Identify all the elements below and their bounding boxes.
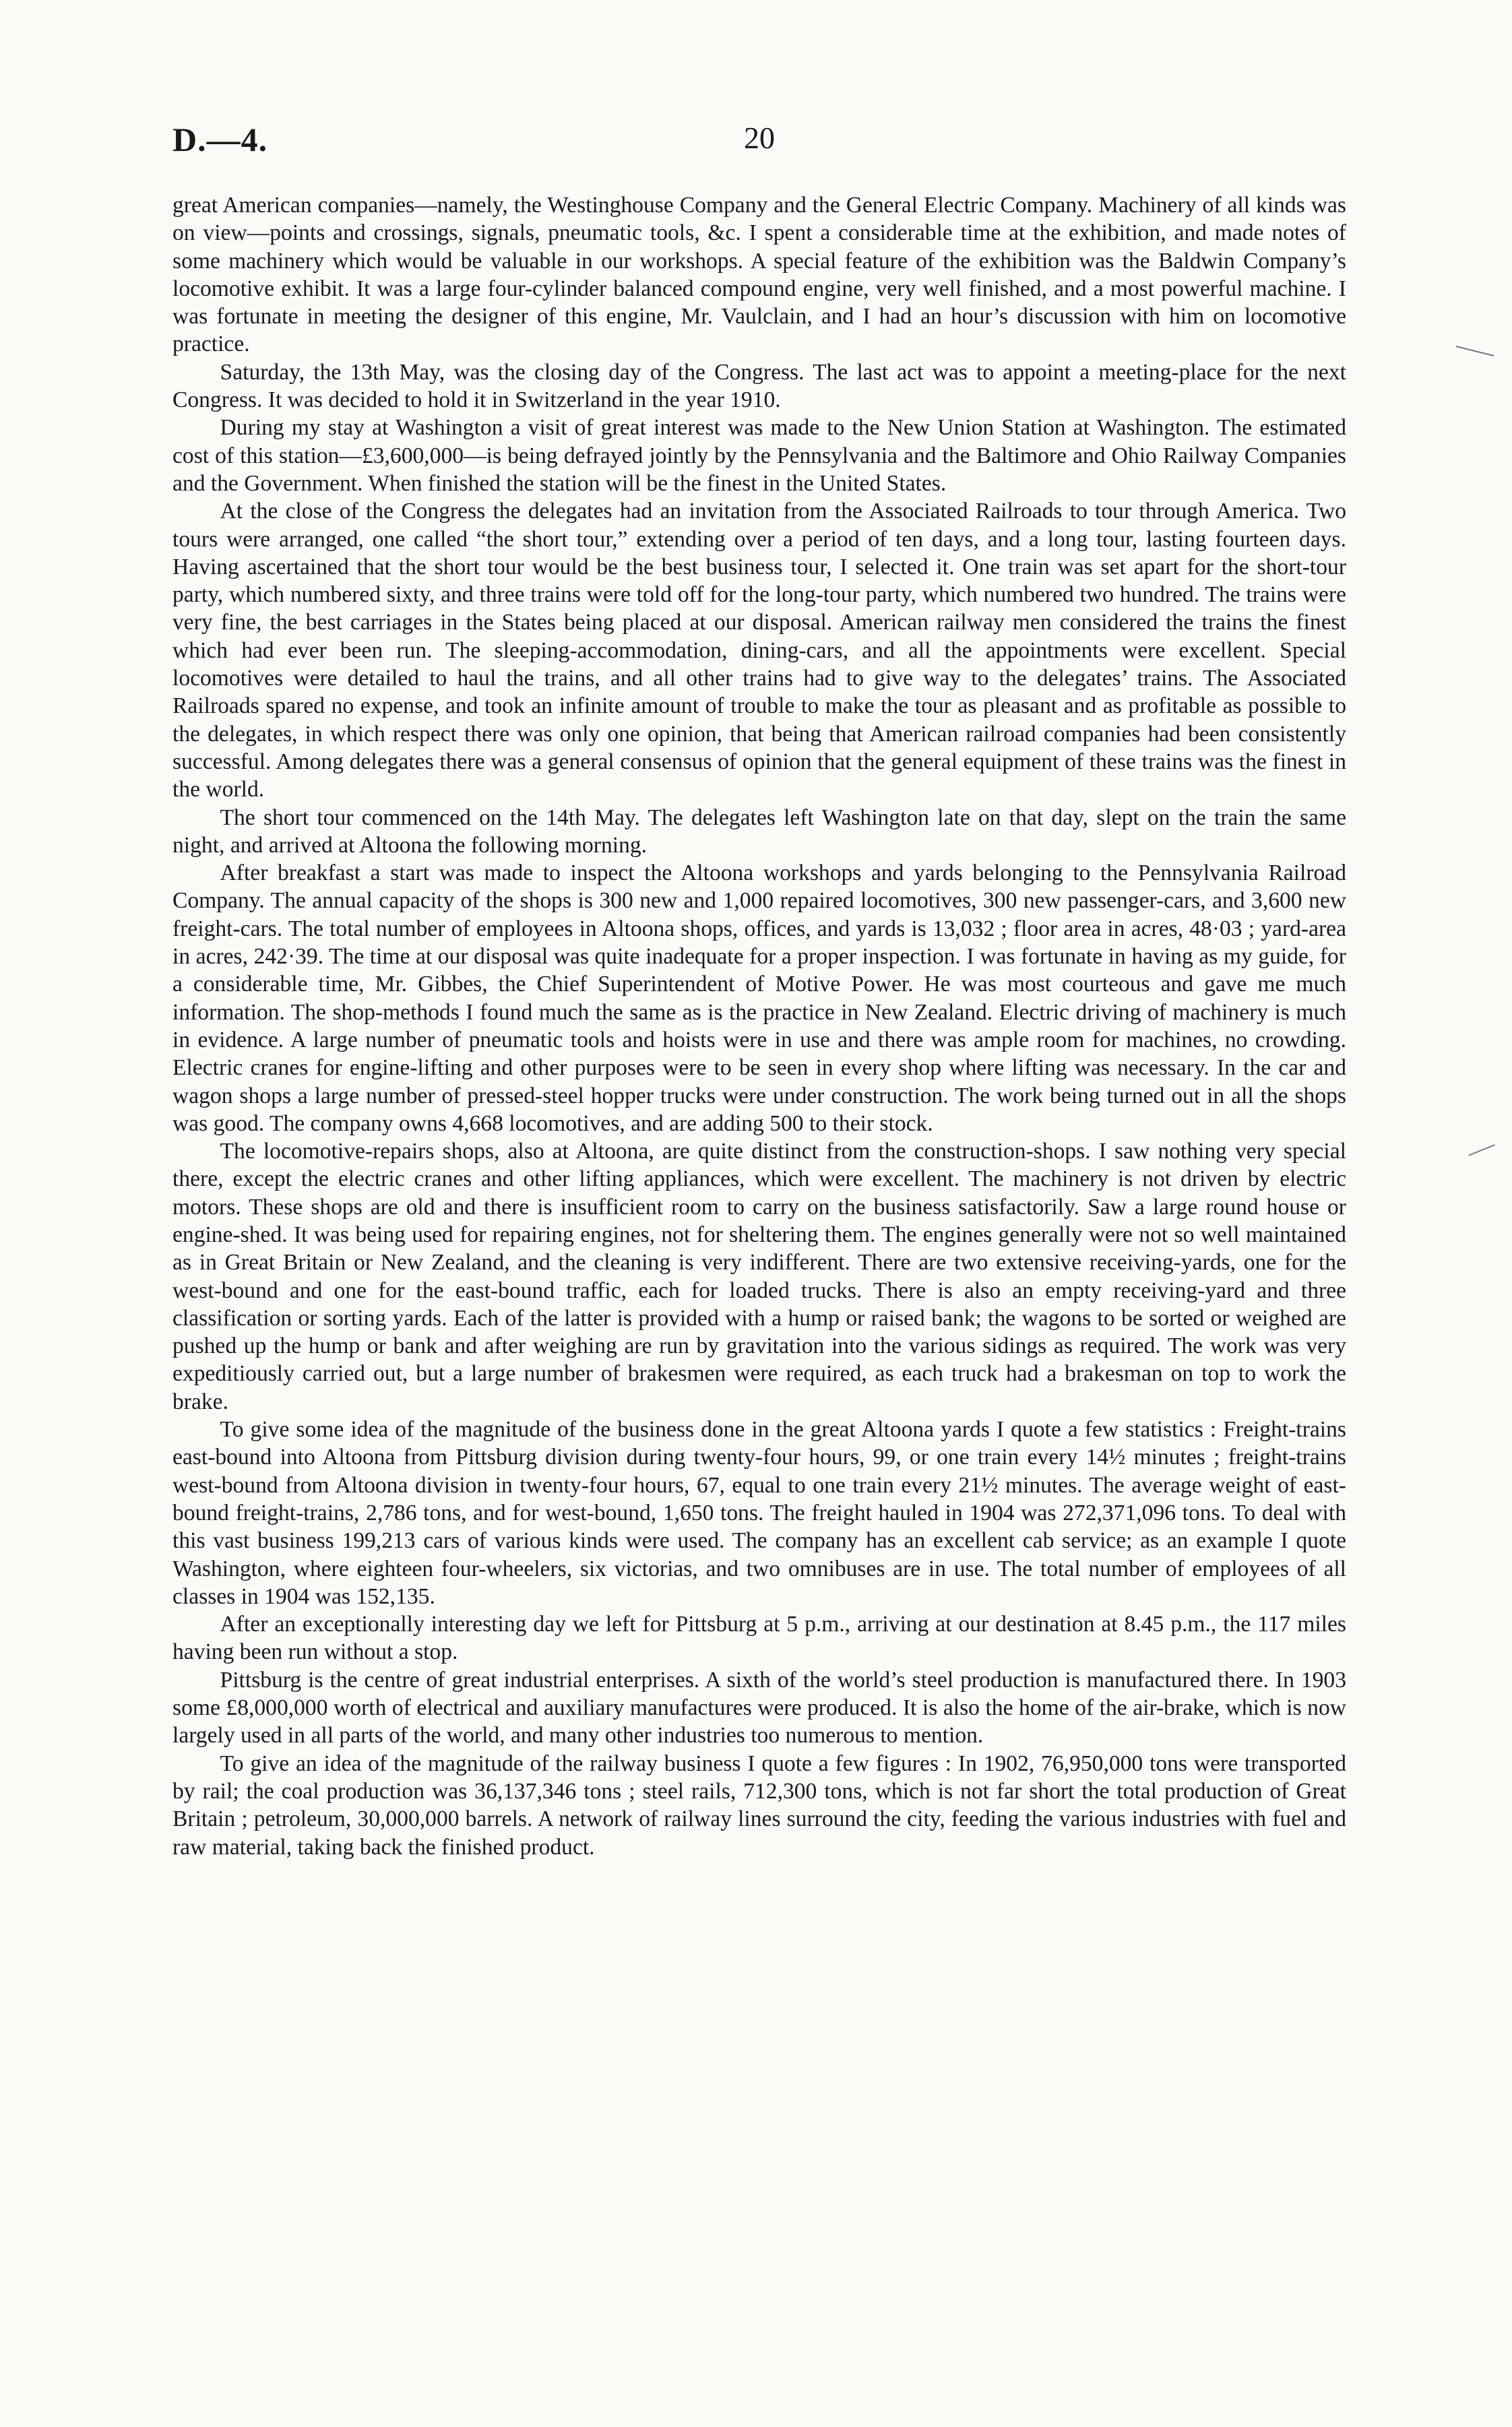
margin-pencil-mark (1456, 346, 1494, 356)
paragraph: Saturday, the 13th May, was the closing day of the Congress. The last act was to appoint a meeting-place for the next Congress. It was decided to hold it in Switzerland in the year 1910. (172, 359, 1346, 413)
page-header (172, 120, 1346, 167)
page-number: 20 (744, 121, 775, 155)
paragraph: After an exceptionally interesting day we left for Pittsburg at 5 p.m., arriving at our destination at 8.45 p.m., the 117 miles having been run without a stop. (172, 1612, 1346, 1665)
margin-pencil-mark (1468, 1144, 1495, 1156)
paragraph: During my stay at Washington a visit of great interest was made to the New Union Station at Washington. The estimated cost of this station—£3,600,000—is being defrayed jointly by the Pennsylvania and the Baltimore and Ohio Railway Companies and the Government. When finished the station will be the finest in the United States. (172, 415, 1346, 496)
document-reference: D.—4. (172, 121, 268, 158)
body-text (172, 191, 1346, 1861)
paragraph: Pittsburg is the centre of great industrial enterprises. A sixth of the world’s steel production is manufactured there. In 1903 some £8,000,000 worth of electrical and auxiliary manufactures were produced. It is also the home of the air-brake, which is now largely used in all parts of the world, and many other industries too numerous to mention. (172, 1667, 1346, 1748)
paragraph: The short tour commenced on the 14th May. The delegates left Washington late on that day, slept on the train the same night, and arrived at Altoona the following morning. (172, 805, 1346, 858)
paragraph: To give an idea of the magnitude of the railway business I quote a few figures : In 1902, 76,950,000 tons were transported by rail; the coal production was 36,137,346 tons ; steel rails, 712,300 tons, which is not far short the total production of Great Britain ; petroleum, 30,000,000 barrels. A network of railway lines surround the city, feeding the various industries with fuel and raw material, taking back the finished product. (172, 1751, 1346, 1860)
paragraph: After breakfast a start was made to inspect the Altoona workshops and yards belonging to the Pennsylvania Railroad Company. The annual capacity of the shops is 300 new and 1,000 repaired locomotives, 300 new passenger-cars, and 3,600 new freight-cars. The total number of employees in Altoona shops, offices, and yards is 13,032 ; floor area in acres, 48·03 ; yard-area in acres, 242·39. The time at our disposal was quite inadequate for a proper inspection. I was fortunate in having as my guide, for a considerable time, Mr. Gibbes, the Chief Superintendent of Motive Power. He was most courteous and gave me much information. The shop-methods I found much the same as is the practice in New Zealand. Electric driving of machinery is much in evidence. A large number of pneumatic tools and hoists were in use and there was ample room for machines, no crowding. Electric cranes for engine-lifting and other purposes were to be seen in every shop where lifting was necessary. In the car and wagon shops a large number of pressed-steel hopper trucks were under construction. The work being turned out in all the shops was good. The company owns 4,668 locomotives, and are adding 500 to their stock. (172, 860, 1346, 1136)
paragraph: To give some idea of the magnitude of the business done in the great Altoona yards I quote a few statistics : Freight-trains east-bound into Altoona from Pittsburg division during twenty-four hours, 99, or one train every 14½ minutes ; freight-trains west-bound from Altoona division in twenty-four hours, 67, equal to one train every 21½ minutes. The average weight of east-bound freight-trains, 2,786 tons, and for west-bound, 1,650 tons. The freight hauled in 1904 was 272,371,096 tons. To deal with this vast business 199,213 cars of various kinds were used. The company has an excellent cab service; as an example I quote Washington, where eighteen four-wheelers, six victorias, and two omnibuses are in use. The total number of employees of all classes in 1904 was 152,135. (172, 1417, 1346, 1609)
paragraph: The locomotive-repairs shops, also at Altoona, are quite distinct from the construction-shops. I saw nothing very special there, except the electric cranes and other lifting appliances, which were excellent. The machinery is not driven by electric motors. These shops are old and there is insufficient room to carry on the business satisfactorily. Saw a large round house or engine-shed. It was being used for repairing engines, not for sheltering them. The engines generally were not so well maintained as in Great Britain or New Zealand, and the cleaning is very indifferent. There are two extensive receiving-yards, one for the west-bound and one for the east-bound traffic, each for loaded trucks. There is also an empty receiving-yard and three classification or sorting yards. Each of the latter is provided with a hump or raised bank; the wagons to be sorted or weighed are pushed up the hump or bank and after weighing are run by gravitation into the various sidings as required. The work was very expeditiously carried out, but a large number of brakesmen were required, as each truck had a brakesman on top to work the brake. (172, 1139, 1346, 1414)
paragraph: At the close of the Congress the delegates had an invitation from the Associated Railroads to tour through America. Two tours were arranged, one called “the short tour,” extending over a period of ten days, and a long tour, lasting fourteen days. Having ascertained that the short tour would be the best business tour, I selected it. One train was set apart for the short-tour party, which numbered sixty, and three trains were told off for the long-tour party, which numbered two hundred. The trains were very fine, the best carriages in the States being placed at our disposal. American railway men considered the trains the finest which had ever been run. The sleeping-accommodation, dining-cars, and all the appointments were excellent. Special locomotives were detailed to haul the trains, and all other trains had to give way to the delegates’ trains. The Associated Railroads spared no expense, and took an infinite amount of trouble to make the tour as pleasant and as profitable as possible to the delegates, in which respect there was only one opinion, that being that American railroad companies had been consistently successful. Among delegates there was a general consensus of opinion that the general equipment of these trains was the finest in the world. (172, 499, 1346, 802)
paragraph: great American companies—namely, the Westinghouse Company and the General Electric Company. Machinery of all kinds was on view—points and crossings, signals, pneumatic tools, &c. I spent a considerable time at the exhibition, and made notes of some machinery which would be valuable in our workshops. A special feature of the exhibition was the Baldwin Company’s locomotive exhibit. It was a large four-cylinder balanced compound engine, very well finished, and a most powerful machine. I was fortunate in meeting the designer of this engine, Mr. Vaulclain, and I had an hour’s discussion with him on locomotive practice. (172, 193, 1346, 357)
